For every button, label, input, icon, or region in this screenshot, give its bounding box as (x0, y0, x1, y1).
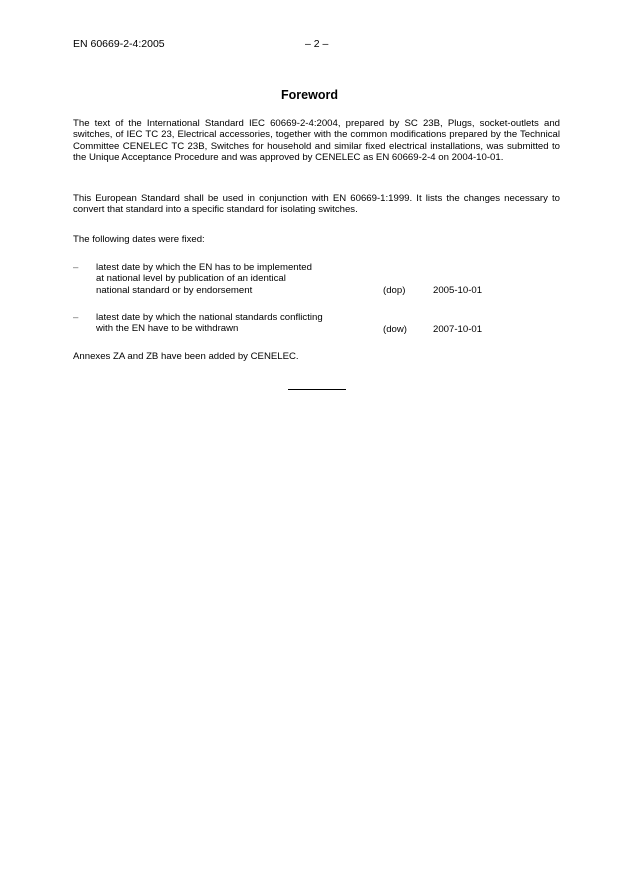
date-item-line: national standard or by endorsement (96, 284, 253, 296)
date-item-line: at national level by publication of an identical (96, 273, 286, 285)
date-item-code: (dop) (383, 285, 406, 296)
date-item-line: with the EN have to be withdrawn (96, 323, 239, 335)
date-item-line: latest date by which the EN has to be implemented (96, 262, 312, 273)
date-item-description (96, 312, 376, 335)
date-item-value: 2005-10-01 (433, 285, 483, 296)
dates-intro-paragraph: The following dates were fixed: (73, 234, 205, 245)
annexes-paragraph: Annexes ZA and ZB have been added by CENELEC. (73, 351, 299, 362)
section-title: Foreword (281, 88, 338, 102)
page-number: – 2 – (305, 38, 329, 50)
date-item-description (96, 262, 376, 296)
date-item-code: (dow) (383, 324, 407, 335)
date-item-value: 2007-10-01 (433, 324, 483, 335)
list-bullet: – (73, 312, 79, 323)
intro-paragraph: The text of the International Standard IEC 60669-2-4:2004, prepared by SC 23B, Plugs, socket-outlets and switches, of IEC TC 23, Electrical accessories, together with the common modifications prepared by the Technical Committee CENELEC TC 23B, Switches for household and similar fixed electrical installations, was submitted to the Unique Acceptance Procedure and was approved by CENELEC as EN 60669-2-4 on 2004-10-01. (73, 118, 560, 163)
section-end-rule (288, 389, 346, 390)
list-bullet: – (73, 262, 79, 273)
date-item-line: latest date by which the national standards conflicting (96, 312, 323, 323)
document-id: EN 60669-2-4:2005 (73, 38, 165, 50)
usage-paragraph: This European Standard shall be used in conjunction with EN 60669-1:1999. It lists the changes necessary to convert that standard into a specific standard for isolating switches. (73, 193, 560, 216)
